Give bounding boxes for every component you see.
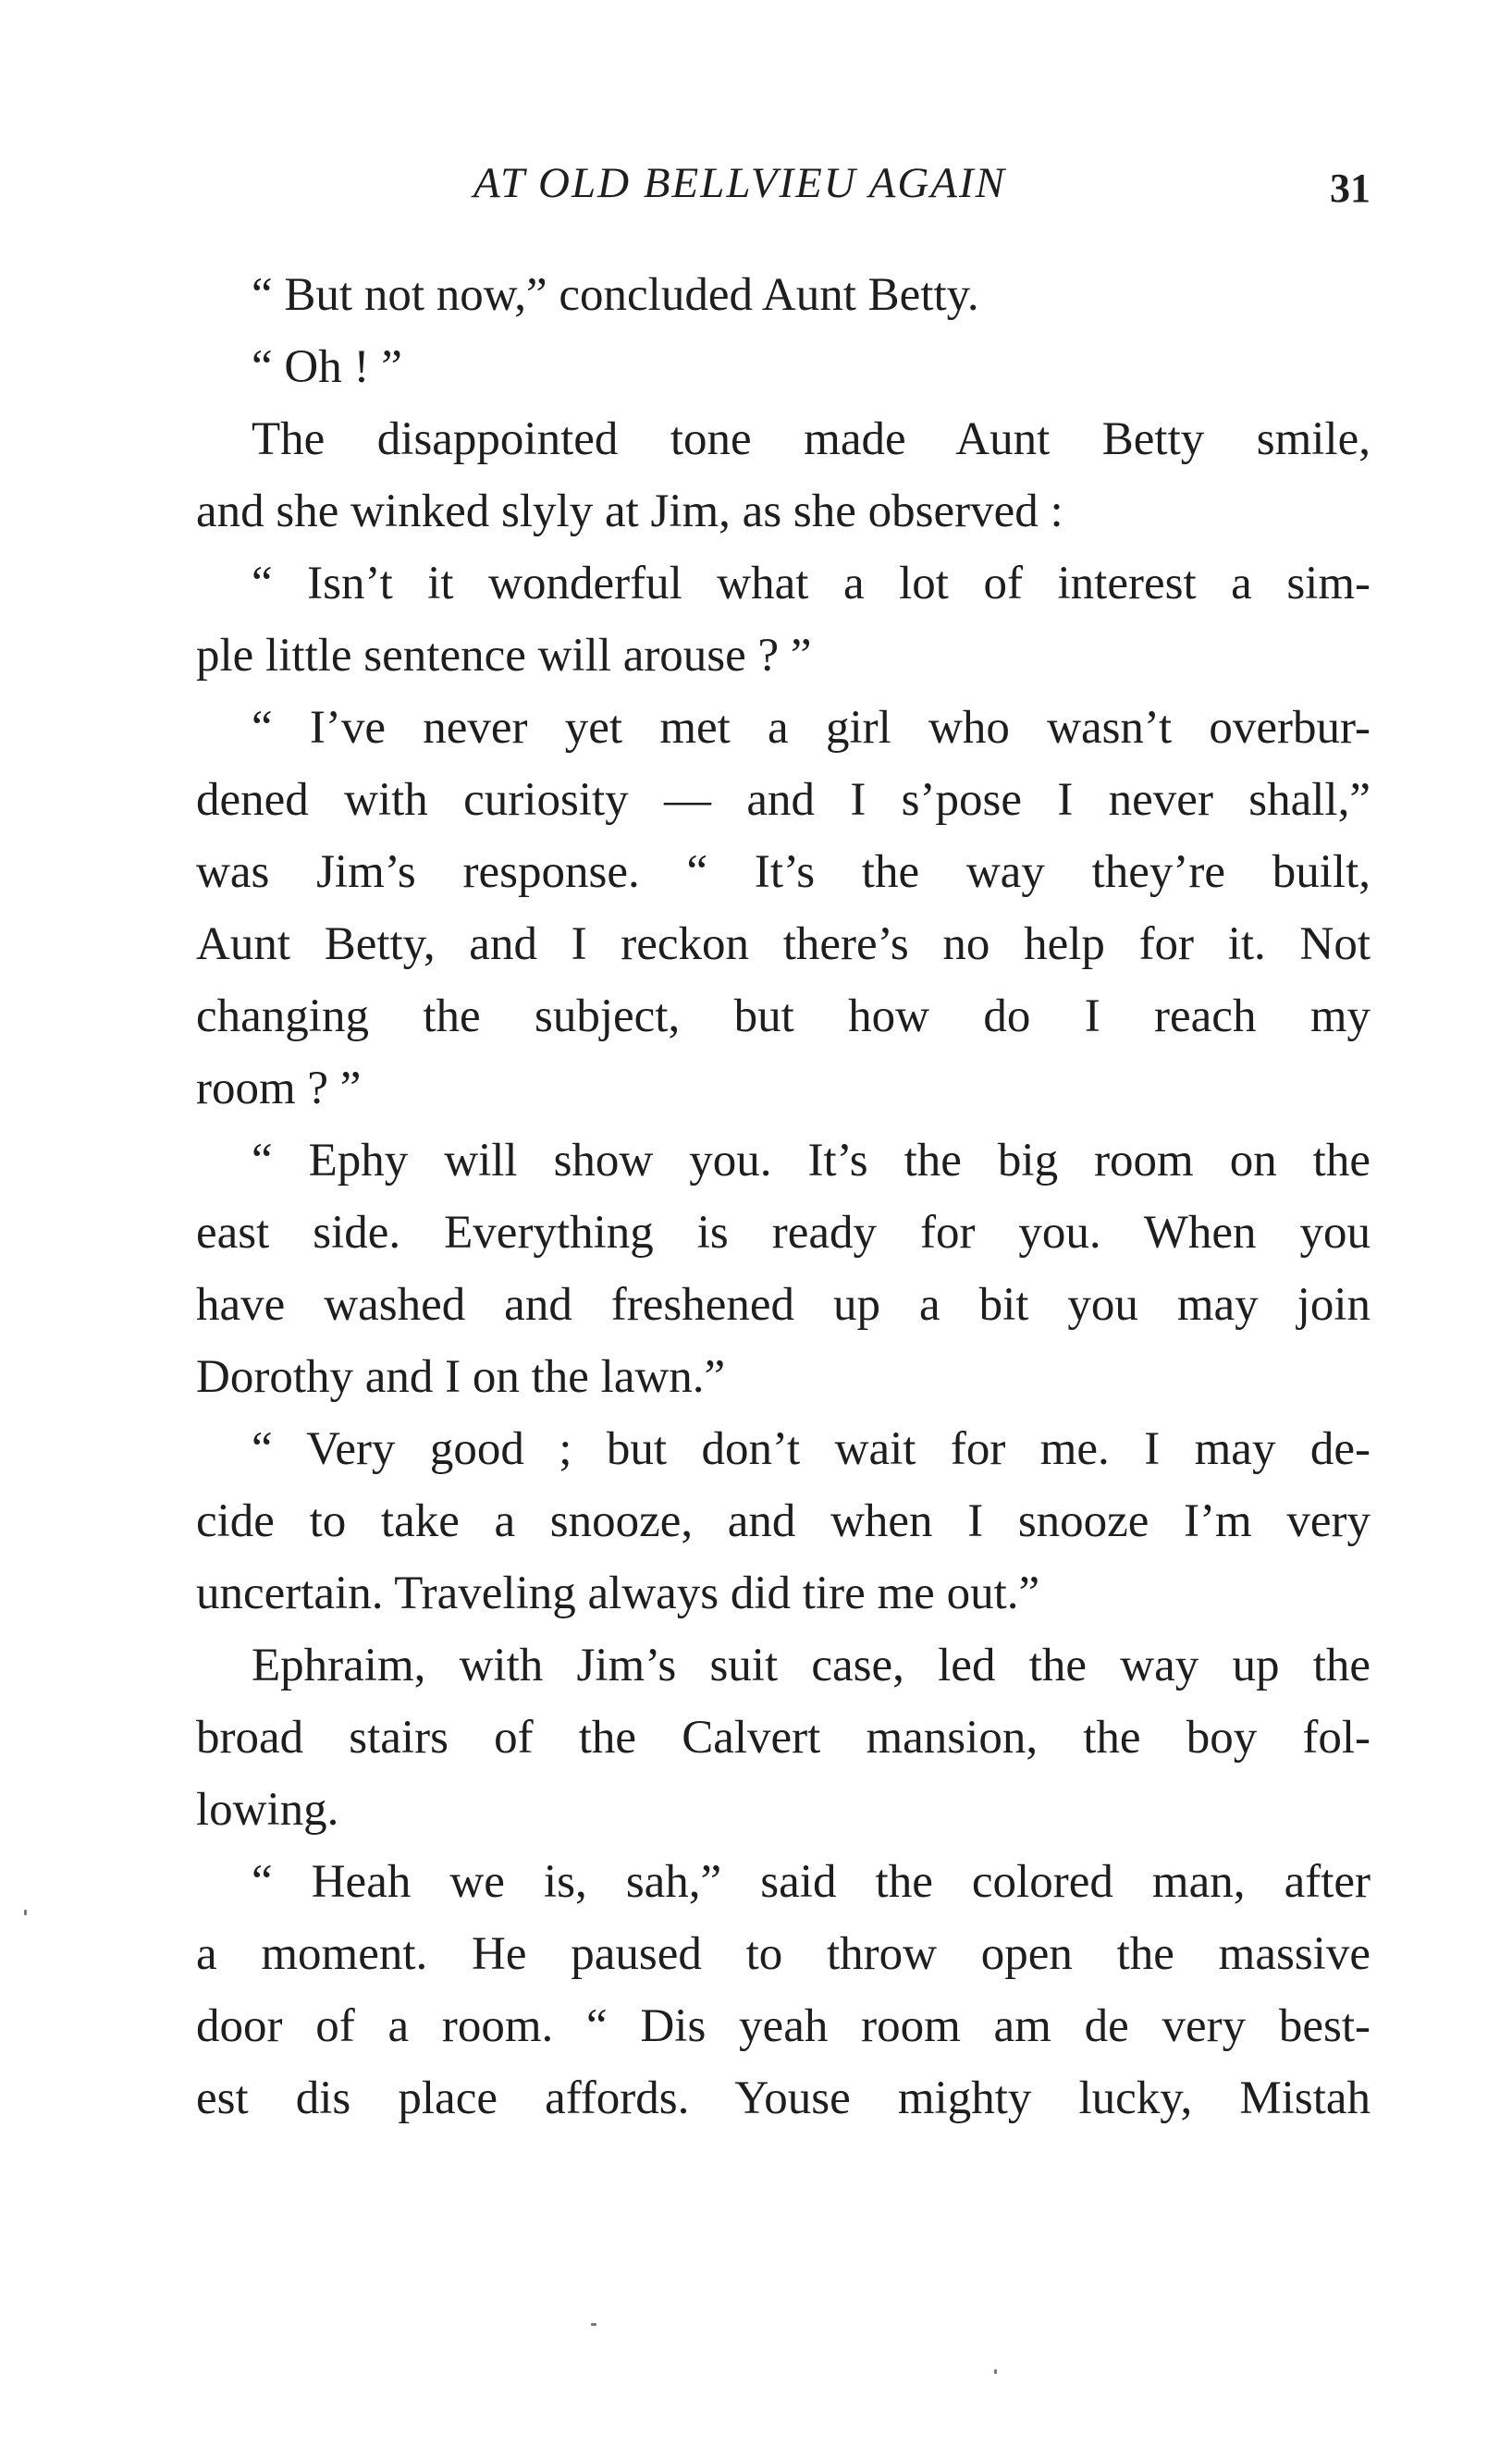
text-line: and she winked slyly at Jim, as she observed : (196, 486, 1063, 537)
text-line: “ Very good ; but don’t wait for me. I may de- (252, 1423, 1371, 1475)
running-title: AT OLD BELLVIEU AGAIN (473, 159, 1007, 207)
text-line: broad stairs of the Calvert mansion, the boy fol- (196, 1712, 1371, 1764)
text-line: was Jim’s response. “ It’s the way they’re built, (196, 846, 1371, 898)
text-line: a moment. He paused to throw open the massive (196, 1928, 1371, 1980)
text-line: east side. Everything is ready for you. When you (196, 1207, 1371, 1259)
text-line: uncertain. Traveling always did tire me out.” (196, 1568, 1040, 1619)
text-line: “ Oh ! ” (252, 341, 402, 393)
text-line: “ But not now,” concluded Aunt Betty. (252, 269, 979, 321)
running-header (196, 155, 1371, 211)
scan-speck (591, 2323, 596, 2326)
text-line: changing the subject, but how do I reach my (196, 990, 1371, 1042)
body-text (196, 259, 1371, 2134)
text-line: “ Heah we is, sah,” said the colored man, after (252, 1856, 1371, 1908)
text-line: door of a room. “ Dis yeah room am de very best- (196, 2000, 1371, 2052)
text-line: lowing. (196, 1784, 339, 1836)
text-line: Aunt Betty, and I reckon there’s no help for it. Not (196, 918, 1371, 970)
text-line: ple little sentence will arouse ? ” (196, 630, 812, 682)
text-line: Dorothy and I on the lawn.” (196, 1351, 726, 1403)
page-number: 31 (1330, 166, 1371, 211)
text-line: room ? ” (196, 1063, 362, 1114)
text-line: “ Ephy will show you. It’s the big room on the (252, 1135, 1371, 1187)
scan-speck (994, 2369, 997, 2374)
text-line: dened with curiosity — and I s’pose I never shall,” (196, 774, 1371, 826)
scan-speck (24, 1910, 27, 1915)
text-line: “ Isn’t it wonderful what a lot of interest a sim- (252, 558, 1371, 609)
text-line: The disappointed tone made Aunt Betty smile, (252, 413, 1371, 465)
text-line: Ephraim, with Jim’s suit case, led the way up the (252, 1640, 1371, 1691)
text-line: have washed and freshened up a bit you may join (196, 1279, 1371, 1331)
text-line: est dis place affords. Youse mighty lucky, Mistah (196, 2072, 1371, 2124)
text-line: “ I’ve never yet met a girl who wasn’t overbur- (252, 702, 1371, 754)
text-line: cide to take a snooze, and when I snooze I’m very (196, 1495, 1371, 1547)
